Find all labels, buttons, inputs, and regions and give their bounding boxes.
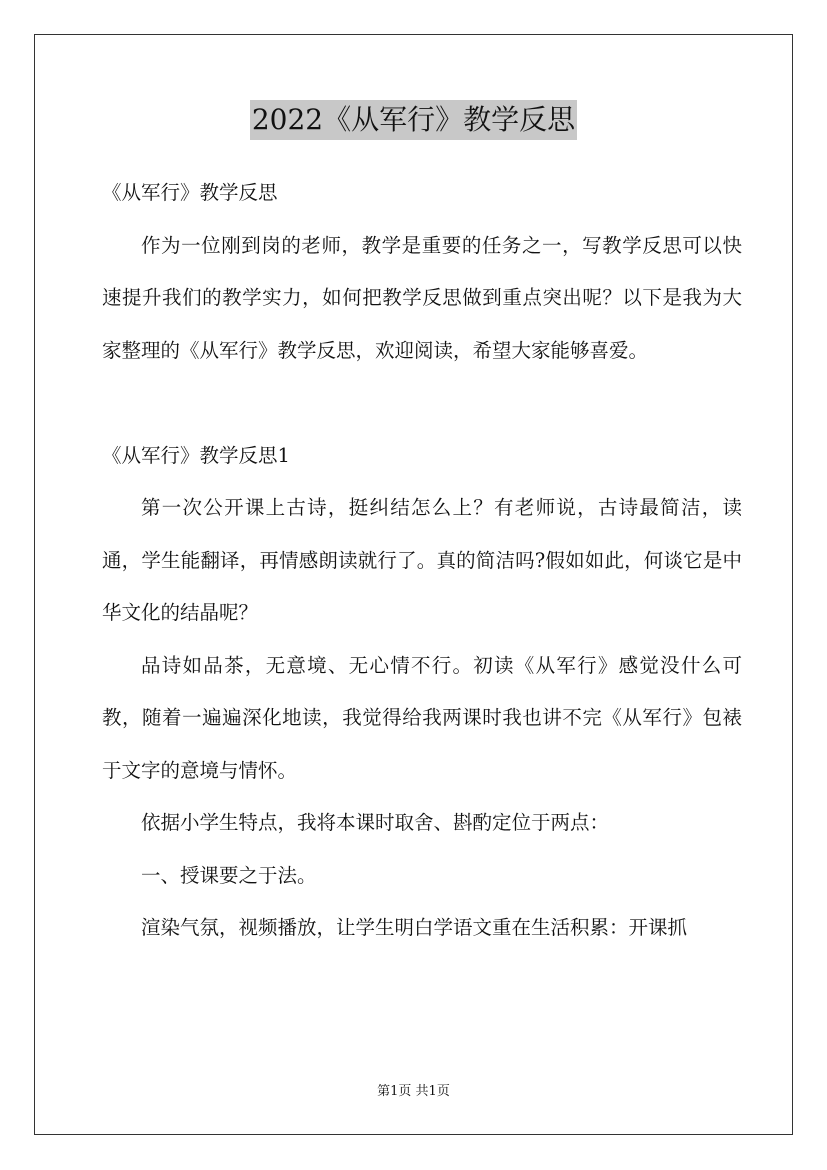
body-paragraph: 品诗如品茶，无意境、无心情不行。初读《从军行》感觉没什么可教，随着一遍遍深化地读，我觉得给我两课时我也讲不完《从军行》包裱于文字的意境与情怀。 [102, 653, 742, 782]
blank-line [102, 377, 742, 430]
page-footer: 第1页 共1页 [377, 1084, 450, 1099]
document-body [102, 167, 742, 955]
title-container [0, 100, 827, 140]
body-paragraph: 第一次公开课上古诗，挺纠结怎么上？有老师说，古诗最简洁，读通，学生能翻译，再情感朗读就行了。真的简洁吗?假如如此，何谈它是中华文化的结晶呢？ [102, 496, 742, 624]
body-paragraph: 一、授课要之于法。 [141, 863, 317, 887]
document-subtitle: 《从军行》教学反思 [102, 181, 278, 204]
document-title: 2022《从军行》教学反思 [250, 100, 577, 140]
body-paragraph: 渲染气氛，视频播放，让学生明白学语文重在生活积累：开课抓 [141, 916, 688, 939]
intro-paragraph: 作为一位刚到岗的老师，教学是重要的任务之一，写教学反思可以快速提升我们的教学实力，如何把教学反思做到重点突出呢？以下是我为大家整理的《从军行》教学反思，欢迎阅读，希望大家能够喜爱。 [102, 233, 742, 362]
body-paragraph: 依据小学生特点，我将本课时取舍、斟酌定位于两点： [141, 811, 610, 834]
section-heading: 《从军行》教学反思1 [102, 443, 290, 467]
